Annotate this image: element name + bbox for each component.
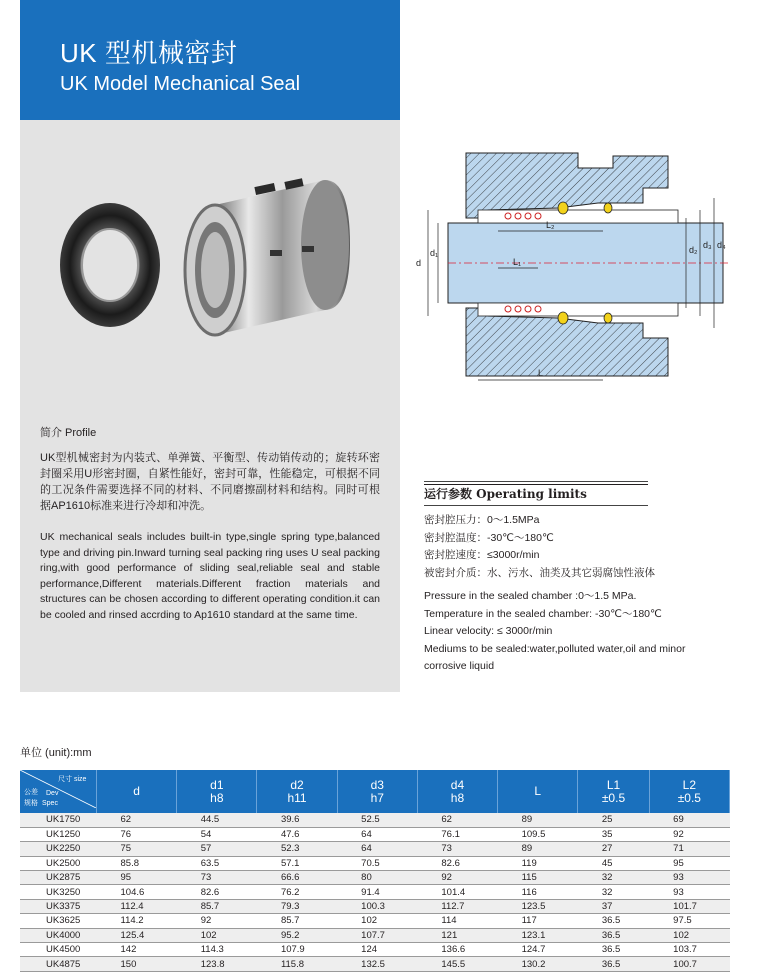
value-cell: 114 <box>417 914 497 928</box>
model-cell: UK2250 <box>20 842 97 856</box>
value-cell: 64 <box>337 827 417 841</box>
value-cell: 27 <box>578 842 649 856</box>
model-cell: UK4500 <box>20 943 97 957</box>
value-cell: 101.7 <box>649 899 729 913</box>
value-cell: 47.6 <box>257 827 337 841</box>
value-cell: 73 <box>417 842 497 856</box>
corner-tol-cn: 公差 <box>24 789 38 796</box>
model-cell: UK3625 <box>20 914 97 928</box>
value-cell: 25 <box>578 813 649 827</box>
seal-body <box>185 178 350 335</box>
table-row <box>20 827 730 841</box>
dim-l1: L₁ <box>513 257 522 267</box>
col-header: d2 h11 <box>257 770 337 813</box>
value-cell: 70.5 <box>337 856 417 870</box>
table-row <box>20 899 730 913</box>
dim-d: d <box>416 258 422 268</box>
seal-ring <box>60 203 160 327</box>
value-cell: 52.3 <box>257 842 337 856</box>
operating-limits-heading: 运行参数 Operating limits <box>424 487 587 501</box>
value-cell: 82.6 <box>417 856 497 870</box>
ops-en-2: Temperature in the sealed chamber: -30℃～180℃ <box>424 607 662 620</box>
model-cell: UK4875 <box>20 957 97 971</box>
value-cell: 95.2 <box>257 928 337 942</box>
table-row <box>20 914 730 928</box>
value-cell: 62 <box>417 813 497 827</box>
value-cell: 145.5 <box>417 957 497 971</box>
table-body <box>20 813 730 971</box>
dim-d2: d₂ <box>689 245 698 255</box>
value-cell: 93 <box>649 885 729 899</box>
col-header: L1 ±0.5 <box>578 770 649 813</box>
col-header: d <box>97 770 177 813</box>
value-cell: 57 <box>177 842 257 856</box>
value-cell: 117 <box>498 914 578 928</box>
value-cell: 57.1 <box>257 856 337 870</box>
col-header: d1 h8 <box>177 770 257 813</box>
value-cell: 91.4 <box>337 885 417 899</box>
title-banner <box>20 0 400 120</box>
dim-l: L <box>538 368 544 378</box>
value-cell: 102 <box>337 914 417 928</box>
model-cell: UK3375 <box>20 899 97 913</box>
value-cell: 150 <box>97 957 177 971</box>
value-cell: 69 <box>649 813 729 827</box>
dim-d3: d₃ <box>703 240 712 250</box>
value-cell: 104.6 <box>97 885 177 899</box>
ops-cn-2: 密封腔温度：-30℃～180℃ <box>424 531 554 544</box>
ops-en-3: Linear velocity: ≤ 3000r/min <box>424 625 553 637</box>
table-header-row <box>20 770 730 813</box>
title-cn: UK 型机械密封 <box>60 38 238 68</box>
dim-d1: d₁ <box>430 248 439 258</box>
model-cell: UK1750 <box>20 813 97 827</box>
operating-limits-title <box>424 484 648 508</box>
value-cell: 80 <box>337 871 417 885</box>
ops-cn-1: 密封腔压力：0～1.5MPa <box>424 514 540 526</box>
corner-diagonal <box>20 770 96 808</box>
value-cell: 54 <box>177 827 257 841</box>
value-cell: 112.4 <box>97 899 177 913</box>
col-header: L <box>498 770 578 813</box>
value-cell: 82.6 <box>177 885 257 899</box>
value-cell: 52.5 <box>337 813 417 827</box>
model-cell: UK2500 <box>20 856 97 870</box>
ops-cn-3: 密封腔速度：≤3000r/min <box>424 549 540 561</box>
value-cell: 85.7 <box>257 914 337 928</box>
value-cell: 123.8 <box>177 957 257 971</box>
profile-title: 简介 Profile <box>40 427 97 439</box>
value-cell: 76.2 <box>257 885 337 899</box>
model-cell: UK4000 <box>20 928 97 942</box>
value-cell: 123.5 <box>498 899 578 913</box>
col-header: L2 ±0.5 <box>649 770 729 813</box>
value-cell: 130.2 <box>498 957 578 971</box>
value-cell: 125.4 <box>97 928 177 942</box>
value-cell: 103.7 <box>649 943 729 957</box>
value-cell: 116 <box>498 885 578 899</box>
ops-cn-4: 被密封介质：水、污水、油类及其它弱腐蚀性液体 <box>424 566 655 579</box>
table-row <box>20 928 730 942</box>
ops-en-1: Pressure in the sealed chamber :0～1.5 MPa. <box>424 590 637 602</box>
operating-limits-list <box>424 512 724 676</box>
value-cell: 71 <box>649 842 729 856</box>
model-cell: UK1250 <box>20 827 97 841</box>
model-cell: UK2875 <box>20 871 97 885</box>
spec-table <box>20 770 730 972</box>
value-cell: 112.7 <box>417 899 497 913</box>
value-cell: 100.3 <box>337 899 417 913</box>
table-row <box>20 885 730 899</box>
profile-text-en: UK mechanical seals includes built-in type,single spring type,balanced type and driving pin.Inward turning seal packing ring uses U seal packing ring,with good performance of sliding seal,reliable seal and stable performance,Different materials.Different fraction materials and structures can be chosen according to different operating condition.it can be cooled and rinsed accrding to Ap1610 standard at the same time. <box>40 531 380 621</box>
value-cell: 36.5 <box>578 957 649 971</box>
corner-tol-en: Dev <box>46 790 59 797</box>
value-cell: 79.3 <box>257 899 337 913</box>
value-cell: 109.5 <box>498 827 578 841</box>
value-cell: 142 <box>97 943 177 957</box>
value-cell: 136.6 <box>417 943 497 957</box>
value-cell: 102 <box>649 928 729 942</box>
value-cell: 121 <box>417 928 497 942</box>
value-cell: 73 <box>177 871 257 885</box>
value-cell: 36.5 <box>578 928 649 942</box>
value-cell: 36.5 <box>578 914 649 928</box>
value-cell: 100.7 <box>649 957 729 971</box>
value-cell: 32 <box>578 871 649 885</box>
value-cell: 114.3 <box>177 943 257 957</box>
table-row <box>20 871 730 885</box>
table-row <box>20 957 730 971</box>
value-cell: 36.5 <box>578 943 649 957</box>
value-cell: 85.7 <box>177 899 257 913</box>
value-cell: 107.7 <box>337 928 417 942</box>
product-photo <box>40 150 380 340</box>
ops-en-4: Mediums to be sealed:water,polluted water,oil and minor corrosive liquid <box>424 642 686 672</box>
value-cell: 132.5 <box>337 957 417 971</box>
table-row <box>20 813 730 827</box>
unit-label: 单位 (unit):mm <box>20 747 92 759</box>
value-cell: 119 <box>498 856 578 870</box>
value-cell: 102 <box>177 928 257 942</box>
value-cell: 92 <box>417 871 497 885</box>
value-cell: 115.8 <box>257 957 337 971</box>
value-cell: 76 <box>97 827 177 841</box>
corner-spec-cn: 规格 <box>24 800 38 807</box>
dim-l2: L₂ <box>546 220 555 230</box>
col-header: d3 h7 <box>337 770 417 813</box>
value-cell: 75 <box>97 842 177 856</box>
profile-text-cn: UK型机械密封为内装式、单弹簧、平衡型、传动销传动的；旋转环密封圈采用U形密封圈，自紧性能好，密封可靠，性能稳定，可根据不同的工况条件需要选择不同的材料、不同磨擦副材料和结构。同时可根据AP1610标准来进行冷却和冲洗。 <box>40 452 380 512</box>
value-cell: 114.2 <box>97 914 177 928</box>
title-en: UK Model Mechanical Seal <box>60 73 301 95</box>
value-cell: 66.6 <box>257 871 337 885</box>
corner-size: 尺寸 size <box>58 776 87 783</box>
value-cell: 107.9 <box>257 943 337 957</box>
value-cell: 89 <box>498 813 578 827</box>
value-cell: 85.8 <box>97 856 177 870</box>
col-header: d4 h8 <box>417 770 497 813</box>
table-row <box>20 943 730 957</box>
value-cell: 89 <box>498 842 578 856</box>
value-cell: 97.5 <box>649 914 729 928</box>
corner-header <box>20 770 97 813</box>
value-cell: 44.5 <box>177 813 257 827</box>
value-cell: 124 <box>337 943 417 957</box>
value-cell: 45 <box>578 856 649 870</box>
section-drawing <box>408 148 738 388</box>
table-row <box>20 842 730 856</box>
value-cell: 123.1 <box>498 928 578 942</box>
value-cell: 93 <box>649 871 729 885</box>
value-cell: 95 <box>97 871 177 885</box>
corner-spec-en: Spec <box>42 800 58 807</box>
value-cell: 62 <box>97 813 177 827</box>
value-cell: 39.6 <box>257 813 337 827</box>
value-cell: 92 <box>177 914 257 928</box>
value-cell: 92 <box>649 827 729 841</box>
value-cell: 35 <box>578 827 649 841</box>
value-cell: 64 <box>337 842 417 856</box>
model-cell: UK3250 <box>20 885 97 899</box>
value-cell: 63.5 <box>177 856 257 870</box>
value-cell: 124.7 <box>498 943 578 957</box>
dim-d4: d₄ <box>717 240 726 250</box>
value-cell: 37 <box>578 899 649 913</box>
value-cell: 76.1 <box>417 827 497 841</box>
value-cell: 95 <box>649 856 729 870</box>
table-row <box>20 856 730 870</box>
value-cell: 101.4 <box>417 885 497 899</box>
value-cell: 32 <box>578 885 649 899</box>
value-cell: 115 <box>498 871 578 885</box>
